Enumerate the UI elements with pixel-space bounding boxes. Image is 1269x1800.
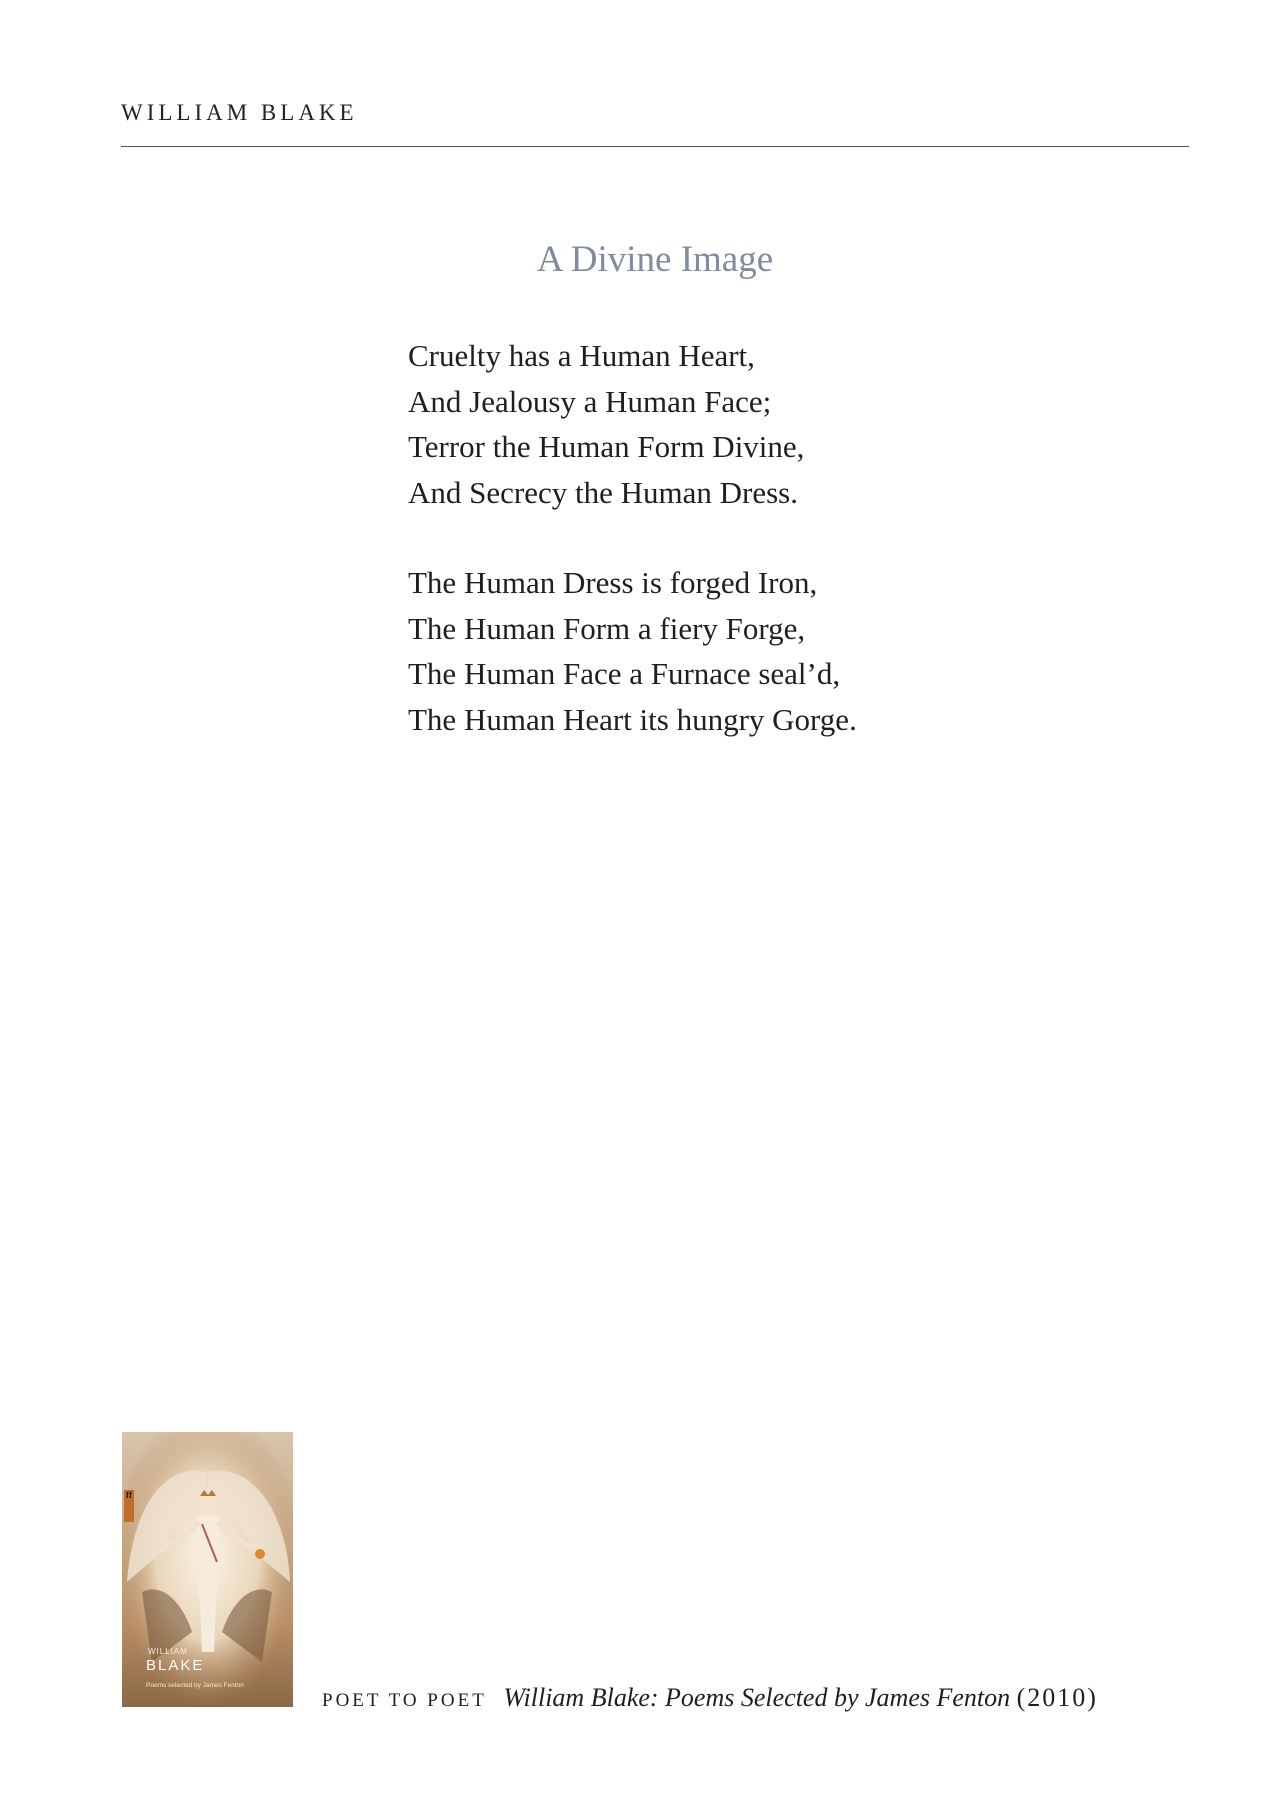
poem-line: The Human Heart its hungry Gorge. <box>408 701 857 737</box>
poem-line: Terror the Human Form Divine, <box>408 429 805 464</box>
book-title: William Blake: Poems Selected by James Fenton <box>503 1683 1011 1712</box>
series-name: POET TO POET <box>322 1690 487 1711</box>
poem-title: A Divine Image <box>536 239 774 280</box>
stanza-2 <box>408 560 857 742</box>
book-cover-image <box>122 1432 293 1707</box>
header-rule <box>121 146 1189 147</box>
poem-line: And Jealousy a Human Face; <box>408 383 772 419</box>
cover-subtitle: Poems selected by James Fenton <box>146 1682 244 1689</box>
stanza-1 <box>408 333 857 515</box>
poem-line: The Human Form a fiery Forge, <box>408 610 806 646</box>
poem-line: The Human Face a Furnace seal’d, <box>408 656 841 691</box>
poem-line: Cruelty has a Human Heart, <box>408 338 755 373</box>
cover-author-name: BLAKE <box>146 1657 205 1674</box>
source-caption <box>322 1683 1098 1713</box>
poem-line: The Human Dress is forged Iron, <box>408 565 818 600</box>
poem-body <box>408 333 857 787</box>
cover-author-first: WILLIAM <box>148 1647 188 1656</box>
running-head: WILLIAM BLAKE <box>121 100 358 125</box>
publication-year: (2010) <box>1016 1683 1098 1712</box>
publisher-logo: ff <box>124 1490 134 1522</box>
poem-line: And Secrecy the Human Dress. <box>408 474 798 510</box>
